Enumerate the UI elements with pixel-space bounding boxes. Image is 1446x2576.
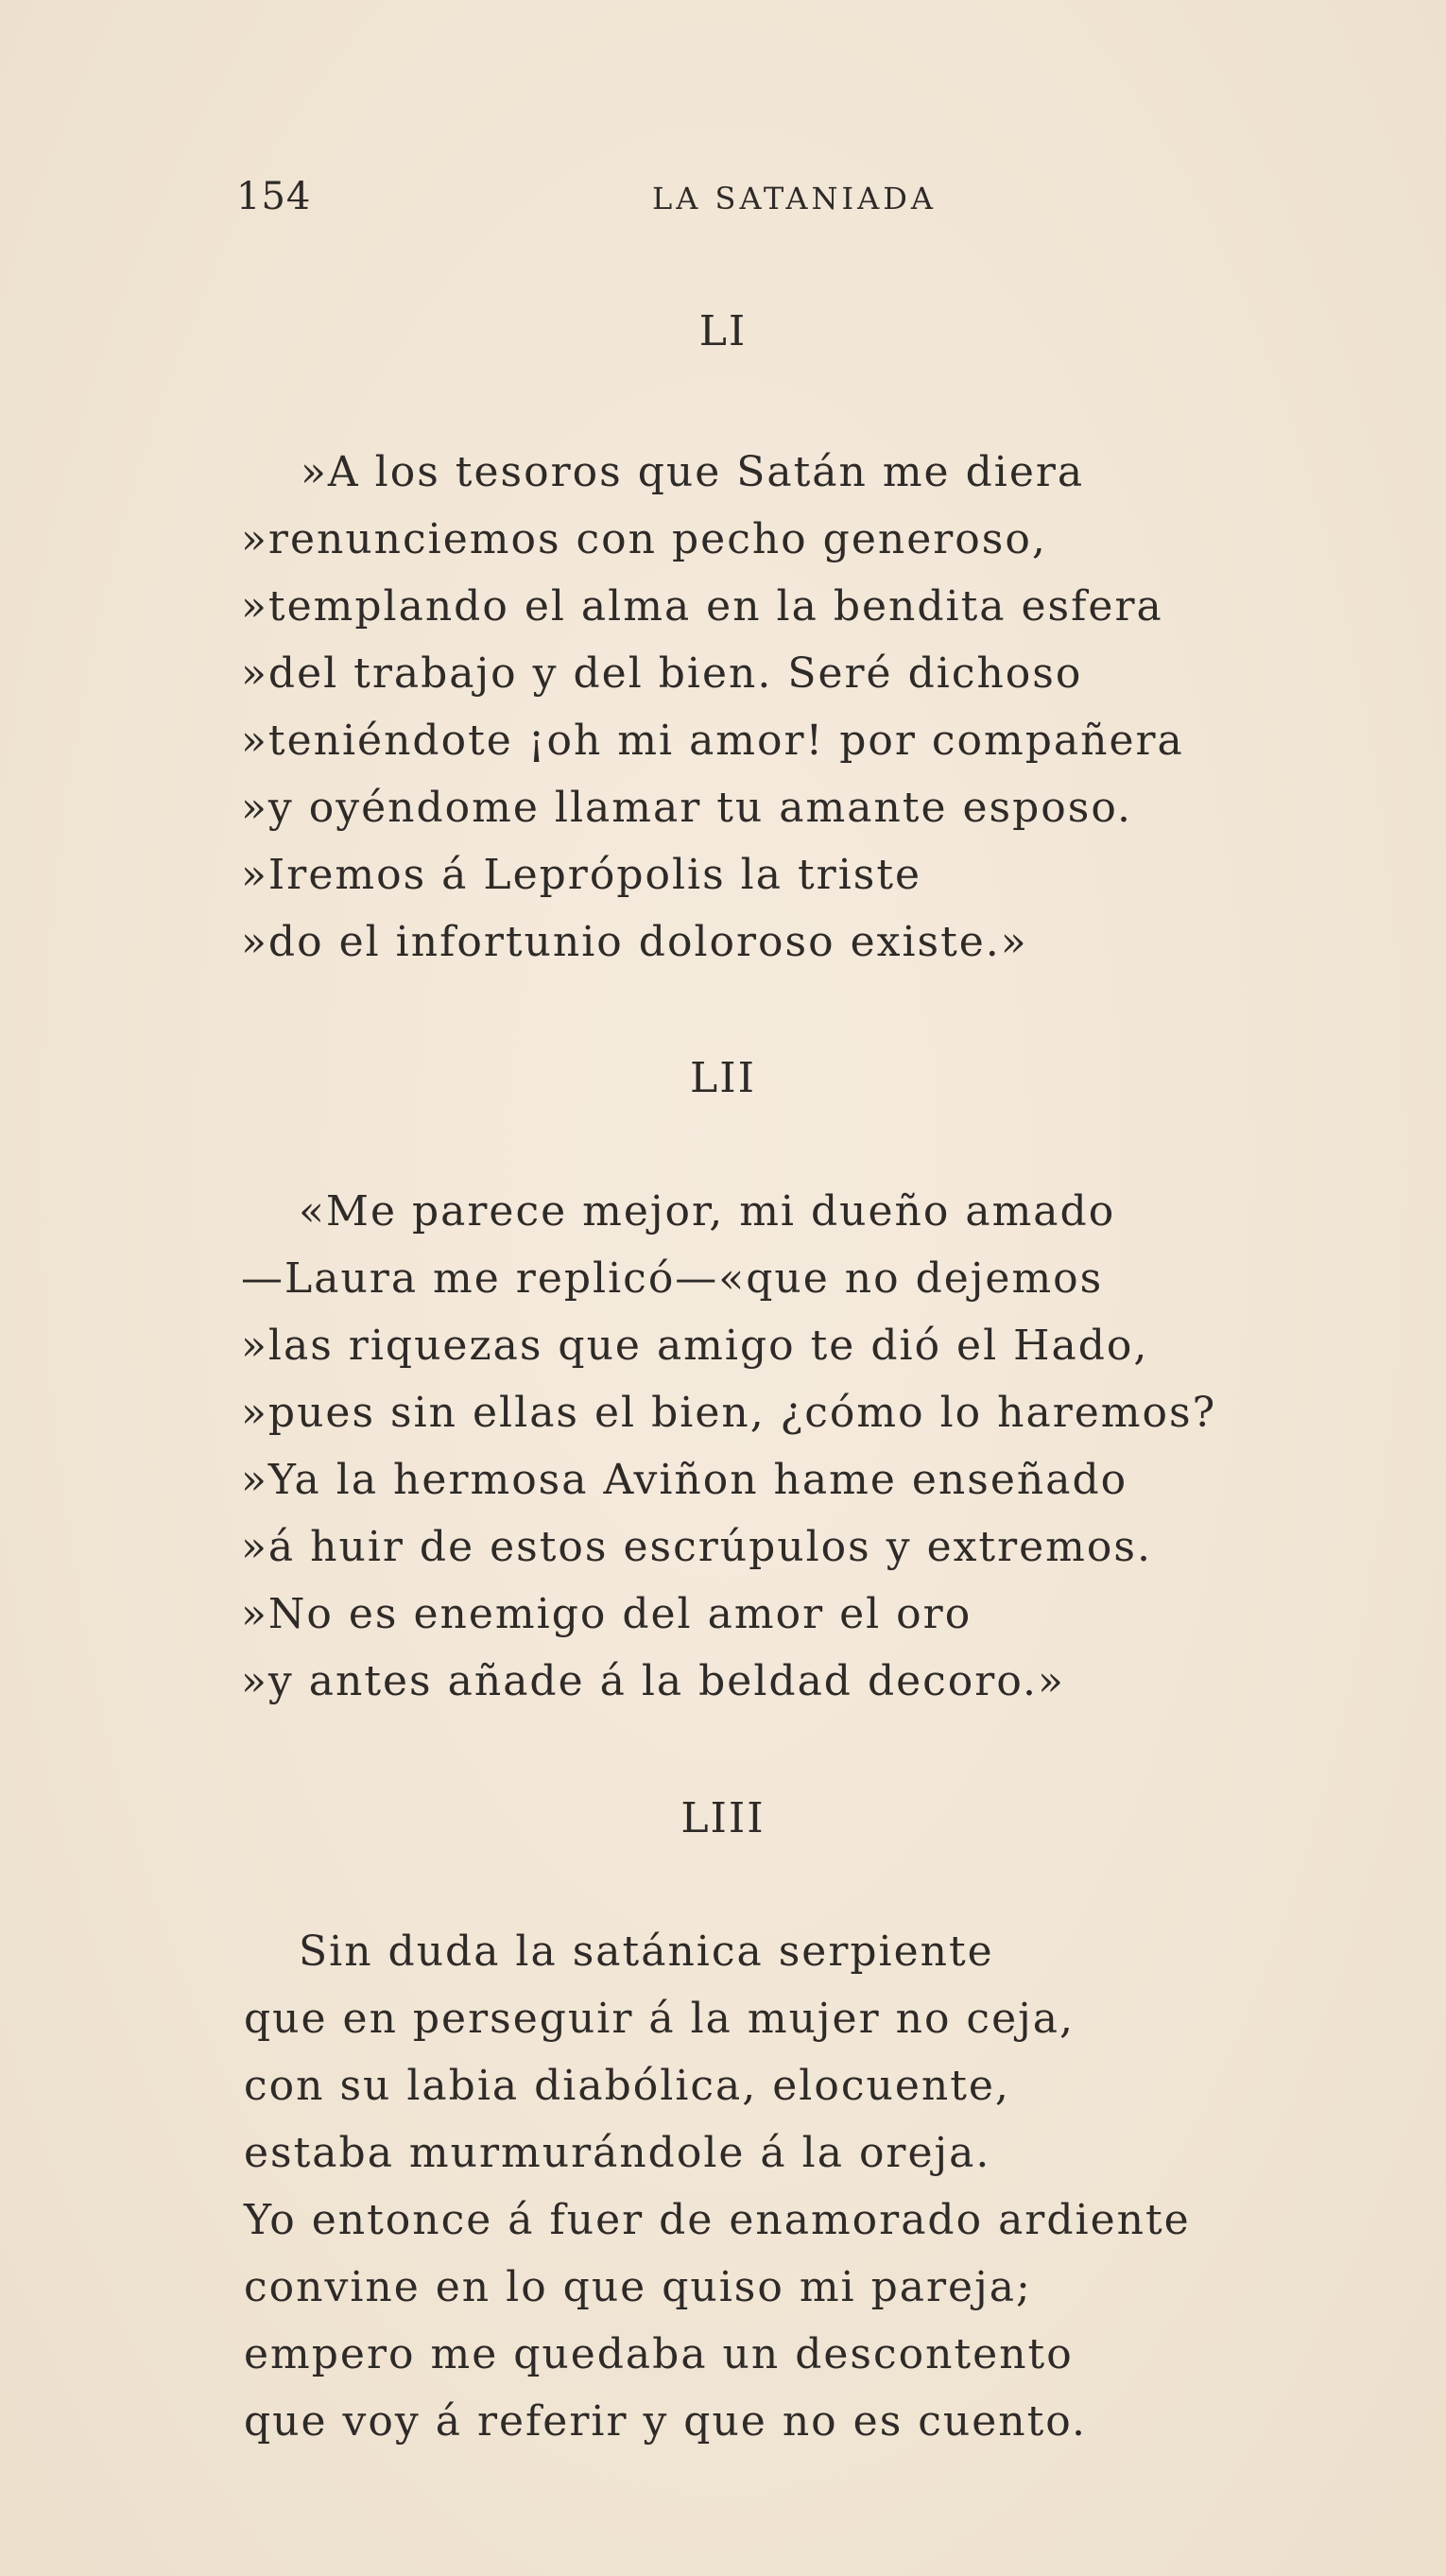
- verse-line: »renunciemos con pecho generoso,: [241, 515, 1047, 563]
- stanza-number-li: LI: [698, 307, 748, 355]
- verse-line: que voy á referir y que no es cuento.: [244, 2397, 1087, 2446]
- verse-line: Yo entonce á fuer de enamorado ardiente: [244, 2196, 1191, 2244]
- verse-line: con su labia diabólica, elocuente,: [244, 2062, 1010, 2110]
- verse-line: »del trabajo y del bien. Seré dichoso: [241, 649, 1083, 698]
- verse-line: estaba murmurándole á la oreja.: [244, 2129, 991, 2177]
- verse-line: que en perseguir á la mujer no ceja,: [244, 1995, 1075, 2043]
- stanza-number-lii: LII: [690, 1054, 756, 1102]
- verse-line: »Ya la hermosa Aviñon hame enseñado: [241, 1456, 1128, 1504]
- verse-line: »do el infortunio doloroso existe.»: [241, 918, 1028, 966]
- running-title: LA SATANIADA: [652, 181, 938, 216]
- verse-line: »Iremos á Leprópolis la triste: [241, 851, 922, 899]
- verse-line: convine en lo que quiso mi pareja;: [244, 2263, 1032, 2311]
- verse-line: —Laura me replicó—«que no dejemos: [241, 1254, 1104, 1303]
- verse-line: »A los tesoros que Satán me diera: [301, 448, 1085, 496]
- stanza-number-liii: LIII: [680, 1794, 766, 1842]
- verse-line: »las riquezas que amigo te dió el Hado,: [241, 1322, 1149, 1370]
- page-number: 154: [236, 175, 312, 218]
- verse-line: »pues sin ellas el bien, ¿cómo lo haremos?: [241, 1389, 1217, 1437]
- verse-line: »teniéndote ¡oh mi amor! por compañera: [241, 717, 1184, 765]
- verse-line: »No es enemigo del amor el oro: [241, 1590, 973, 1638]
- verse-line: »templando el alma en la bendita esfera: [241, 582, 1163, 631]
- page-header: [236, 175, 1210, 232]
- verse-line: »y antes añade á la beldad decoro.»: [241, 1657, 1065, 1705]
- verse-line: «Me parece mejor, mi dueño amado: [299, 1187, 1116, 1236]
- verse-line: »y oyéndome llamar tu amante esposo.: [241, 784, 1133, 832]
- verse-line: Sin duda la satánica serpiente: [299, 1928, 994, 1976]
- verse-line: empero me quedaba un descontento: [244, 2330, 1074, 2378]
- verse-line: »á huir de estos escrúpulos y extremos.: [241, 1523, 1152, 1571]
